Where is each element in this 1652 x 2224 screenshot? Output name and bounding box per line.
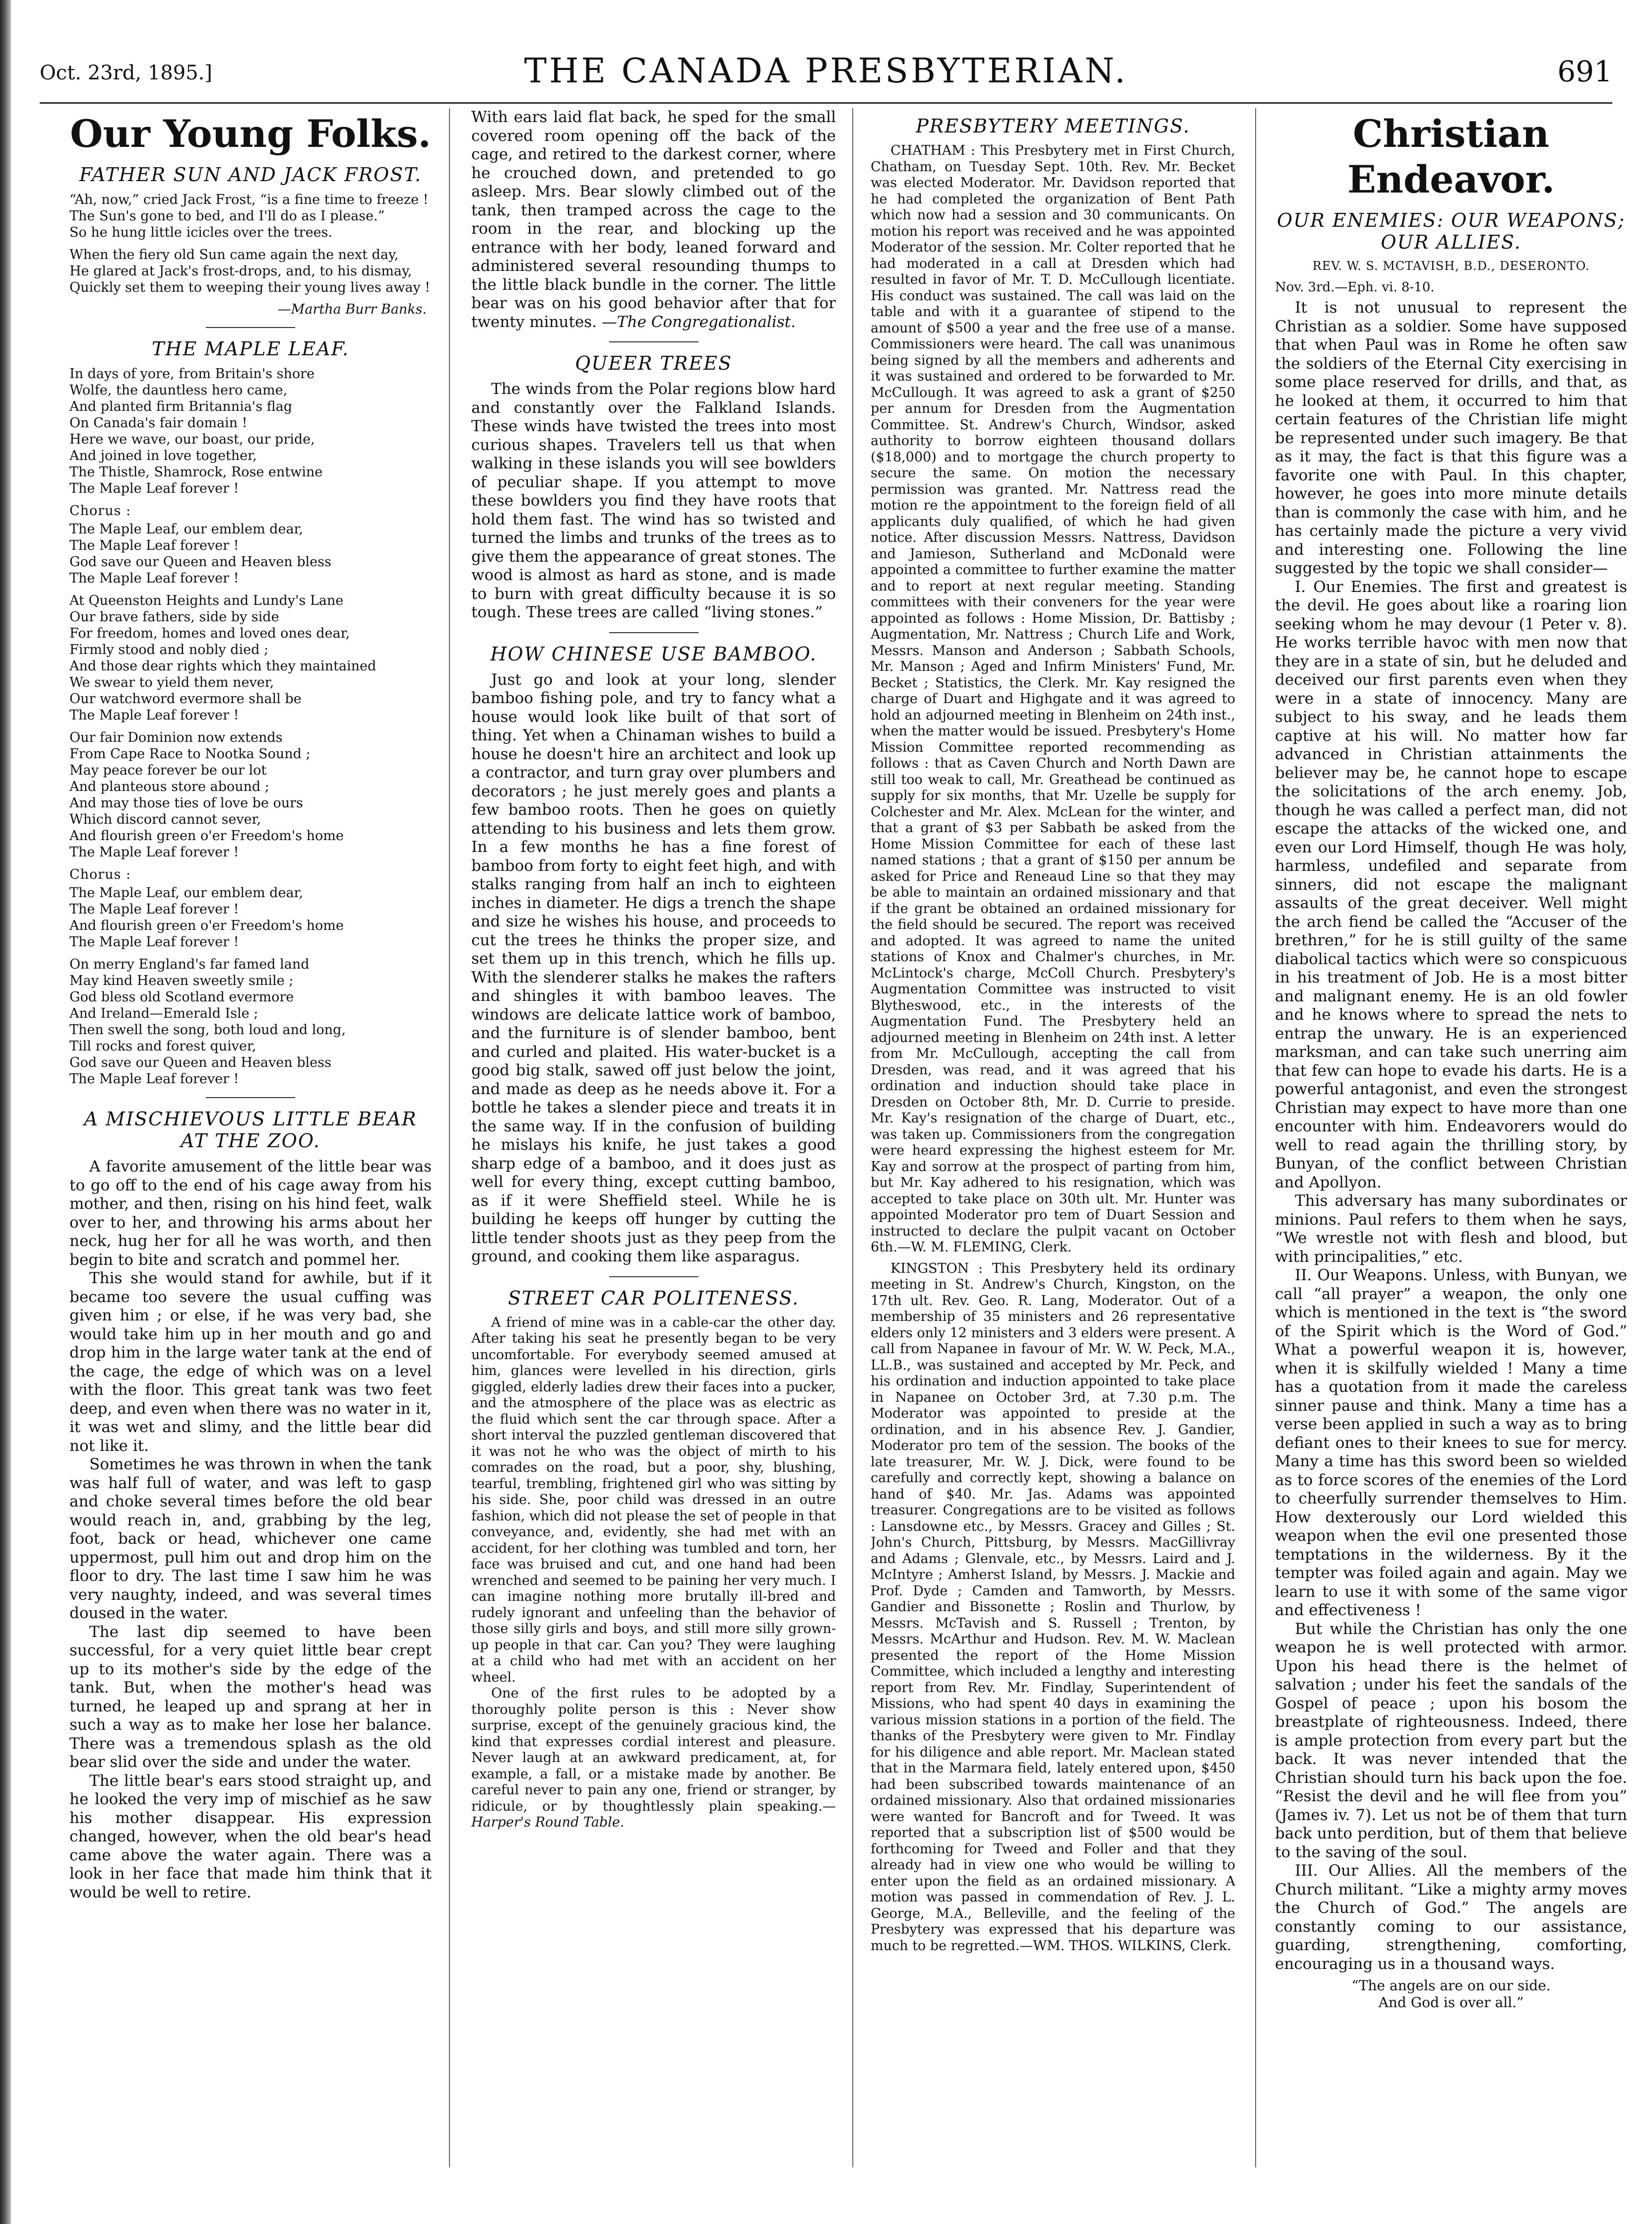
poem-line: The Maple Leaf forever ! [69, 934, 239, 950]
poem-maple-leaf [69, 366, 432, 1087]
poem-line: The Maple Leaf forever ! [69, 1071, 239, 1087]
poem-line: May kind Heaven sweetly smile ; [69, 973, 294, 988]
poem-line: And planted firm Britannia's flag [69, 399, 293, 414]
article-paragraph: The little bear's ears stood straight up, and he looked the very imp of mischief as he saw his mother disappear. His expression changed, however, when the old bear's head came above the water again. There was a look in her face that made him think that it would be well to retire. [69, 1771, 432, 1901]
poem-line: And planteous store abound ; [69, 779, 269, 794]
poem-line: “Ah, now,” cried Jack Frost, “is a fine time to freeze ! [69, 192, 429, 207]
section-masthead-christian-endeavor: Christian Endeavor. [1347, 112, 1555, 201]
poem-attribution: —Martha Burr Banks. [277, 302, 427, 317]
article-paragraph: I. Our Enemies. The first and greatest is the devil. He goes about like a roaring lion seeking whom he may devour (1 Peter v. 8). He works terrible havoc with men now that they are in a state of sin, but he deluded and deceived our first parents even when they were in a state of innocency. Many are subject to his sway, and he leads them captive at his will. No matter how far advanced in Christian attainments the believer may be, he cannot hope to escape the solicitations of the arch enemy. Job, though he was called a perfect man, did not escape the attacks of the wicked one, and even our Lord Himself, though He was holy, harmless, undefiled and separate from sinners, did not escape the malignant assaults of the great deceiver. Well might the arch fiend be called the “Accuser of the brethren,” for he is still guilty of the same diabolical tactics which were so conspicuous in his treatment of Job. He is a most bitter and malignant enemy. He is an old fowler and he knows where to spread the nets to entrap the unwary. He is an experienced marksman, and can take such unerring aim that few can hope to evade his darts. He is a powerful antagonist, and even the strongest Christian may expect to have more than one encounter with him. Endeavorers would do well to read again the thrilling story, by Bunyan, of the conflict between Christian and Apollyon. [1275, 578, 1627, 1191]
closing-quote-line: “The angels are on our side. [1351, 1977, 1551, 1994]
article-paragraph: The last dip seemed to have been successful, for a very quiet little bear crept up to its mother's side by the edge of the tank. But, when the mother's head was turned, he leaped up and sprang at her in such a way as to make her lose her balance. There was a tremendous splash as the old bear slid over the side and under the water. [69, 1623, 432, 1771]
section-divider [206, 1097, 295, 1098]
binding-edge [0, 0, 11, 2224]
article-paragraph: But while the Christian has only the one weapon he is well protected with armor. Upon his head there is the helmet of salvation ; under his feet the sandals of the Gospel of peace ; upon his bosom the breastplate of righteousness. Indeed, there is ample protection from every part but the back. It was never intended that the Christian should turn his back upon the foe. “Resist the devil and he will flee from you” (James iv. 7). Let us not be of them that turn back unto perdition, but of them that believe to the saving of the soul. [1275, 1620, 1627, 1861]
article-paragraph: A friend of mine was in a cable-car the other day. After taking his seat he presently began to be very uncomfortable. For everybody seemed amused at him, glances were levelled in his direction, girls giggled, elderly ladies drew their faces into a pucker, and the atmosphere of the place was as electric as the fluid which sent the car through space. After a short interval the puzzled gentleman discovered that it was not he who was the object of mirth to his comrades on the road, but a poor, shy, blushing, tearful, trembling, frightened girl who was sitting by his side. She, poor child was dressed in an outre fashion, which did not please the set of people in that conveyance, and, evidently, she had met with an accident, for her clothing was tumbled and torn, her face was bruised and cut, and one hand had been wrenched and seemed to be paining her very much. I can imagine nothing more brutally ill-bred and rudely ignorant and unfeeling than the behavior of those silly girls and boys, and still more silly grown-up people in that car. Can you? They were laughing at a child who had met with an accident on her wheel. [471, 1314, 836, 1685]
section-title-presbytery: PRESBYTERY MEETINGS. [915, 115, 1191, 137]
poem-line: On Canada's fair domain ! [69, 415, 248, 431]
newspaper-title: THE CANADA PRESBYTERIAN. [524, 52, 1128, 91]
poem-line: May peace forever be our lot [69, 763, 267, 778]
section-divider [609, 341, 699, 342]
poem-line: The Maple Leaf forever ! [69, 538, 239, 553]
poem-line: So he hung little icicles over the trees. [69, 225, 332, 240]
poem-line: The Sun's gone to bed, and I'll do as I please.” [69, 208, 385, 224]
issue-date: Oct. 23rd, 1895.] [40, 62, 212, 84]
column-rule [1255, 108, 1256, 2167]
article-title-enemies: OUR ENEMIES: OUR WEAPONS; OUR ALLIES. [1276, 209, 1626, 253]
poem-father-sun [69, 192, 432, 296]
column-1 [69, 108, 432, 2167]
poem-line: We swear to yield them never, [69, 675, 274, 690]
page-header [40, 46, 1612, 95]
poem-line: Our brave fathers, side by side [69, 609, 279, 625]
column-4 [1275, 108, 1627, 2167]
poem-line: Then swell the song, both loud and long, [69, 1022, 346, 1038]
section-divider [609, 632, 699, 633]
poem-line: Till rocks and forest quiver, [69, 1039, 256, 1054]
column-rule [449, 108, 450, 2167]
scripture-reference: Nov. 3rd.—Eph. vi. 8-10. [1275, 280, 1435, 295]
poem-line: Our fair Dominion now extends [69, 730, 283, 745]
poem-line: The Thistle, Shamrock, Rose entwine [69, 464, 323, 480]
section-masthead-young-folks: Our Young Folks. [70, 112, 431, 156]
chorus-label: Chorus : [69, 867, 131, 882]
poem-line: And joined in love together, [69, 448, 257, 463]
report-chatham: CHATHAM : This Presbytery met in First Church, Chatham, on Tuesday Sept. 10th. Rev. Mr. Becket was elected Moderator. Mr. Davidson reported that he had completed the organization of Bent Path which now had a session and 30 communicants. On motion his report was received and he was appointed Moderator of the session. Mr. Colter reported that he had moderated in a call at Dresden which had resulted in favor of Mr. T. D. McCullough licentiate. His conduct was sustained. The call was laid on the table and with it a guarantee of stipend to the amount of $500 a year and the free use of a manse. Commissioners were heard. The call was unanimous being signed by all the members and adherents and it was sustained and ordered to be forwarded to Mr. McCullough. It was agreed to ask a grant of $250 per annum for Dresden from the Augmentation Committee. St. Andrew's Church, Windsor, asked authority to borrow eighteen thousand dollars ($18,000) and to mortgage the church property to secure the same. On motion the necessary permission was granted. Mr. Nattress read the motion re the appointment to the foreign field of all applicants duly qualified, of which he had given notice. After discussion Messrs. Nattress, Davidson and Jamieson, Sutherland and McDonald were appointed a committee to further examine the matter and to report at next regular meeting. Standing committees with their conveners for the year were appointed as follows : Home Mission, Dr. Battisby ; Augmentation, Mr. Nattress ; Church Life and Work, Messrs. Manson and Anderson ; Sabbath Schools, Mr. Manson ; Aged and Infirm Ministers' Fund, Mr. Becket ; Statistics, the Clerk. Mr. Kay resigned the charge of Duart and Highgate and it was agreed to hold an adjourned meeting in Blenheim on 24th inst., when the matter would be issued. Presbytery's Home Mission Committee reported recommending as follows : that as Caven Church and North Dawn are still too weak to call, Mr. Greathead be continued as supply for six months, that Mr. Uzelle be supply for Colchester and Mr. Alex. McLean for the winter, and that a grant of $3 per Sabbath be asked from the Home Mission Committee for each of these last named stations ; that a grant of $150 per annum be asked for Price and Reneaud Line so that they may be able to maintain an ordained missionary and that if the grant be obtained an ordained missionary for the field should be secured. The report was received and adopted. It was agreed to name the united stations of Knox and Chalmer's churches, in Mr. McLintock's charge, McColl Church. Presbytery's Augmentation Committee was instructed to visit Blytheswood, etc., in the interests of the Augmentation Fund. The Presbytery held an adjourned meeting in Blenheim on 24th inst. A letter from Mr. McCullough, accepting the call from Dresden, was read, and it was agreed that his ordination and induction should take place in Dresden on October 8th, Mr. D. Currie to preside. Mr. Kay's resignation of the charge of Duart, etc., was taken up. Commissioners from the congregation were heard expressing the highest esteem for Mr. Kay and sorrow at the prospect of parting from him, but Mr. Kay adhered to his resignation, which was accepted to take place on 30th ult. Mr. Hunter was appointed Moderator pro tem of Duart Session and instructed to declare the pulpit vacant on October 6th.—W. M. FLEMING, Clerk. [871, 143, 1235, 1255]
article-paragraph: This adversary has many subordinates or minions. Paul refers to them when he says, “We wrestle not with flesh and blood, but with principalities,” etc. [1275, 1192, 1627, 1266]
article-continuation [471, 108, 836, 331]
poem-line: God save our Queen and Heaven bless [69, 1055, 331, 1070]
article-paragraph: A favorite amusement of the little bear was to go off to the end of his cage away from his mother, and then, rising on his hind feet, walk over to her, and throwing his arms about her neck, hug her for all he was worth, and then begin to bite and scratch and pommel her. [69, 1158, 432, 1269]
poem-line: Our watchword evermore shall be [69, 691, 302, 707]
article-title-bear: A MISCHIEVOUS LITTLE BEAR AT THE ZOO. [84, 1108, 417, 1152]
poem-line: Wolfe, the dauntless hero came, [69, 383, 288, 398]
poem-line: And flourish green o'er Freedom's home [69, 828, 344, 844]
column-rule [852, 108, 853, 2167]
poem-line: And flourish green o'er Freedom's home [69, 918, 344, 933]
poem-line: The Maple Leaf, our emblem dear, [69, 522, 304, 537]
poem-line: He glared at Jack's frost-drops, and, to his dismay, [69, 263, 412, 279]
poem-line: And those dear rights which they maintained [69, 658, 377, 674]
chorus-label: Chorus : [69, 503, 131, 519]
section-divider [206, 327, 295, 328]
bear-continued-text: With ears laid flat back, he sped for the small covered room opening off the back of the cage, and retired to the darkest corner, where he crouched down, and pretended to go asleep. Mrs. Bear slowly climbed out of the tank, then tramped across the cage to the room in the rear, and blocking up the entrance with her body, leaned forward and administered several resounding thumps to the little black bundle in the corner. The little bear was on his good behavior after that for twenty minutes. [471, 108, 836, 331]
poem-line: The Maple Leaf forever ! [69, 845, 239, 860]
poem-line: The Maple Leaf forever ! [69, 902, 239, 917]
article-paragraph: II. Our Weapons. Unless, with Bunyan, we call “all prayer” a weapon, the only one which is mentioned in the text is “the sword of the Spirit which is the Word of God.” What a powerful weapon it is, however, when it is skilfully wielded ! Many a time has a quotation from it made the careless sinner pause and think. Many a time has a verse been applied in such a way as to bring defiant ones to their knees to sue for mercy. Many a time has this sword been so wielded as to force scores of the enemies of the Lord to cheerfully surrender themselves to Him. How dexterously our Lord wielded this weapon when the evil one presented those temptations in the wilderness. By it the tempter was foiled again and again. May we learn to use it with some of the same vigor and effectiveness ! [1275, 1266, 1627, 1619]
poem-line: From Cape Race to Nootka Sound ; [69, 746, 311, 762]
article-source: —Harper's Round Table. [471, 1798, 836, 1830]
poem-line: And may those ties of love be ours [69, 795, 303, 811]
closing-quote [1275, 1977, 1627, 2011]
article-title-bamboo: HOW CHINESE USE BAMBOO. [490, 643, 817, 665]
article-author: REV. W. S. MCTAVISH, B.D., DESERONTO. [1312, 259, 1590, 273]
poem-line: The Maple Leaf, our emblem dear, [69, 885, 304, 901]
article-paragraph: III. Our Allies. All the members of the Church militant. “Like a mighty army moves the Church of God.” The angels are constantly coming to our assistance, guarding, strengthening, comforting, encouraging us in a thousand ways. [1275, 1862, 1627, 1973]
poem-title-father-sun: FATHER SUN AND JACK FROST. [79, 164, 422, 186]
article-paragraph: Sometimes he was thrown in when the tank was half full of water, and was left to gasp and choke several times before the old bear would reach in, and, grabbing by the leg, foot, back or head, whichever one came uppermost, pull him out and drop him on the floor to dry. The last time I saw him he was very naughty, indeed, and was several times doused in the water. [69, 1455, 432, 1622]
article-paragraph: This she would stand for awhile, but if it became too severe the usual cuffing was given him ; or else, if he was very bad, she would take him up in her mouth and go and drop him in the large water tank at the end of the cage, the edge of which was on a level with the floor. This great tank was two feet deep, and even when there was no water in it, it was wet and slimy, and the little bear did not like it. [69, 1269, 432, 1455]
poem-line: The Maple Leaf forever ! [69, 571, 239, 586]
poem-line: Which discord cannot sever, [69, 812, 261, 827]
poem-line: And Ireland—Emerald Isle ; [69, 1006, 258, 1021]
poem-line: At Queenston Heights and Lundy's Lane [69, 593, 344, 608]
article-source: —The Congregationalist. [601, 313, 796, 331]
article-paragraph: It is not unusual to represent the Christian as a soldier. Some have supposed that when Paul was in Rome he often saw the soldiers of the Eternal City exercising in some place reserved for drills, and that, as he looked at them, it occurred to him that certain features of the Christian life might be represented under such imagery. Be that as it may, the fact is that this figure was a favorite one with Paul. In this chapter, however, he goes into more minute details than is commonly the case with him, and he has certainly made the picture a very vivid and interesting one. Following the line suggested by the topic we shall consider— [1275, 299, 1627, 577]
report-kingston: KINGSTON : This Presbytery held its ordinary meeting in St. Andrew's Church, Kingston, on the 17th ult. Rev. Geo. R. Lang, Moderator. Out of a membership of 35 ministers and 26 representative elders only 12 ministers and 3 elders were present. A call from Napanee in favour of Mr. W. W. Peck, M.A., LL.B., was sustained and accepted by Mr. Peck, and his ordination and induction appointed to take place in Napanee on October 3rd, at 7.30 p.m. The Moderator was appointed to preside at the ordination, and in his absence Rev. J. Gandier, Moderator pro tem of the session. The books of the late treasurer, Mr. W. J. Dick, were found to be carefully and correctly kept, showing a balance on hand of $40. Mr. Jas. Adams was appointed treasurer. Congregations are to be visited as follows : Lansdowne etc., by Messrs. Gracey and Gilles ; St. John's Church, Pittsburg, by Messrs. MacGillivray and Adams ; Glenvale, etc., by Messrs. Laird and J. McIntyre ; Amherst Island, by Messrs. J. Mackie and Prof. Dyde ; Camden and Tamworth, by Messrs. Gandier and Bissonette ; Roslin and Thurlow, by Messrs. McTavish and S. Russell ; Trenton, by Messrs. McArthur and Hudson. Rev. M. W. Maclean presented the report of the Home Mission Committee, which included a lengthy and interesting report from Rev. Mr. Findlay, Superintendent of Missions, who had spent 40 days in examining the various mission stations in a portion of the field. The thanks of the Presbytery were given to Mr. Findlay for his diligence and able report. Mr. Maclean stated that in the Marmara field, lately entered upon, $450 had been subscribed towards maintenance of an ordained missionary. Also that ordained missionaries were wanted for Bancroft and for Tweed. It was reported that a subscription list of $500 would be forthcoming for Tweed and Foller and that they already had in view one who would be willing to enter upon the field as an ordained missionary. A motion was passed in commendation of Rev. J. L. George, M.A., Belleville, and the feeling of the Presbytery was expressed that his departure was much to be regretted.—WM. THOS. WILKINS, Clerk. [871, 1260, 1235, 1954]
poem-line: God bless old Scotland evermore [69, 989, 294, 1005]
poem-line: On merry England's far famed land [69, 957, 310, 972]
article-title-street-car: STREET CAR POLITENESS. [508, 1287, 800, 1309]
poem-line: Quickly set them to weeping their young lives away ! [69, 280, 431, 295]
column-3 [871, 108, 1235, 2167]
column-2 [471, 108, 836, 2167]
poem-line: Firmly stood and nobly died ; [69, 642, 269, 657]
closing-quote-line: And God is over all.” [1378, 1994, 1524, 2011]
poem-line: Here we wave, our boast, our pride, [69, 432, 315, 447]
poem-line: For freedom, homes and loved ones dear, [69, 626, 350, 641]
poem-line: God save our Queen and Heaven bless [69, 554, 331, 570]
poem-line: When the fiery old Sun came again the next day, [69, 247, 399, 262]
poem-title-maple-leaf: THE MAPLE LEAF. [151, 338, 350, 360]
street-car-text: One of the first rules to be adopted by a thoroughly polite person is this : Never show surprise, except of the genuinely gracious kind, the kind that expresses cordial interest and pleasure. Never laugh at an awkward predicament, at, for example, a fall, or a mistake made by another. Be careful never to pain any one, friend or stranger, by ridicule, or by thoughtlessly plain speaking. [471, 1686, 836, 1814]
article-title-queer-trees: QUEER TREES [575, 352, 732, 374]
article-paragraph: The winds from the Polar regions blow hard and constantly over the Falkland Islands. These winds have twisted the trees into most curious shapes. Travelers tell us that when walking in these islands you will see bowlders of peculiar shape. If you attempt to move these bowlders you find they have roots that hold them fast. The wind has so twisted and turned the limbs and trunks of the trees as to give them the appearance of great stones. The wood is almost as hard as stone, and is made to burn with great difficulty because it is so tough. These trees are called “living stones.” [471, 380, 836, 621]
section-divider [609, 1276, 699, 1277]
page-number: 691 [1557, 55, 1612, 88]
article-paragraph: Just go and look at your long, slender bamboo fishing pole, and try to fancy what a house would look like built of that sort of thing. Yet when a Chinaman wishes to build a house he doesn't hire an architect and look up a contractor, and turn gray over plumbers and decorators ; he just merely goes and plants a few bamboo roots. Then he goes on quietly attending to his business and lets them grow. In a few months he has a fine forest of bamboo from forty to eight feet high, and with stalks ranging from half an inch to eighteen inches in diameter. He digs a trench the shape and size he wishes his house, and proceeds to cut the trees he thinks the proper size, and set them up in this trench, which he fills up. With the slenderer stalks he makes the rafters and shingles it with bamboo leaves. The windows are delicate lattice work of bamboo, and the furniture is of slender bamboo, bent and curled and plaited. His water-bucket is a good big stalk, sawed off just below the joint, and made as deep as he needs above it. For a bottle he takes a slender piece and treats it in the same way. If in the confusion of building he mislays his knife, he just takes a good sharp edge of a bamboo, and it does just as well for every thing, except cutting bamboo, as if it were Sheffield steel. While he is building he keeps off hunger by cutting the little tender shoots just as they peep from the ground, and cooking them like asparagus. [471, 670, 836, 1265]
poem-line: In days of yore, from Britain's shore [69, 366, 315, 382]
article-paragraph [471, 1686, 836, 1831]
header-rule [40, 102, 1612, 104]
poem-line: The Maple Leaf forever ! [69, 708, 239, 723]
poem-line: The Maple Leaf forever ! [69, 481, 239, 496]
